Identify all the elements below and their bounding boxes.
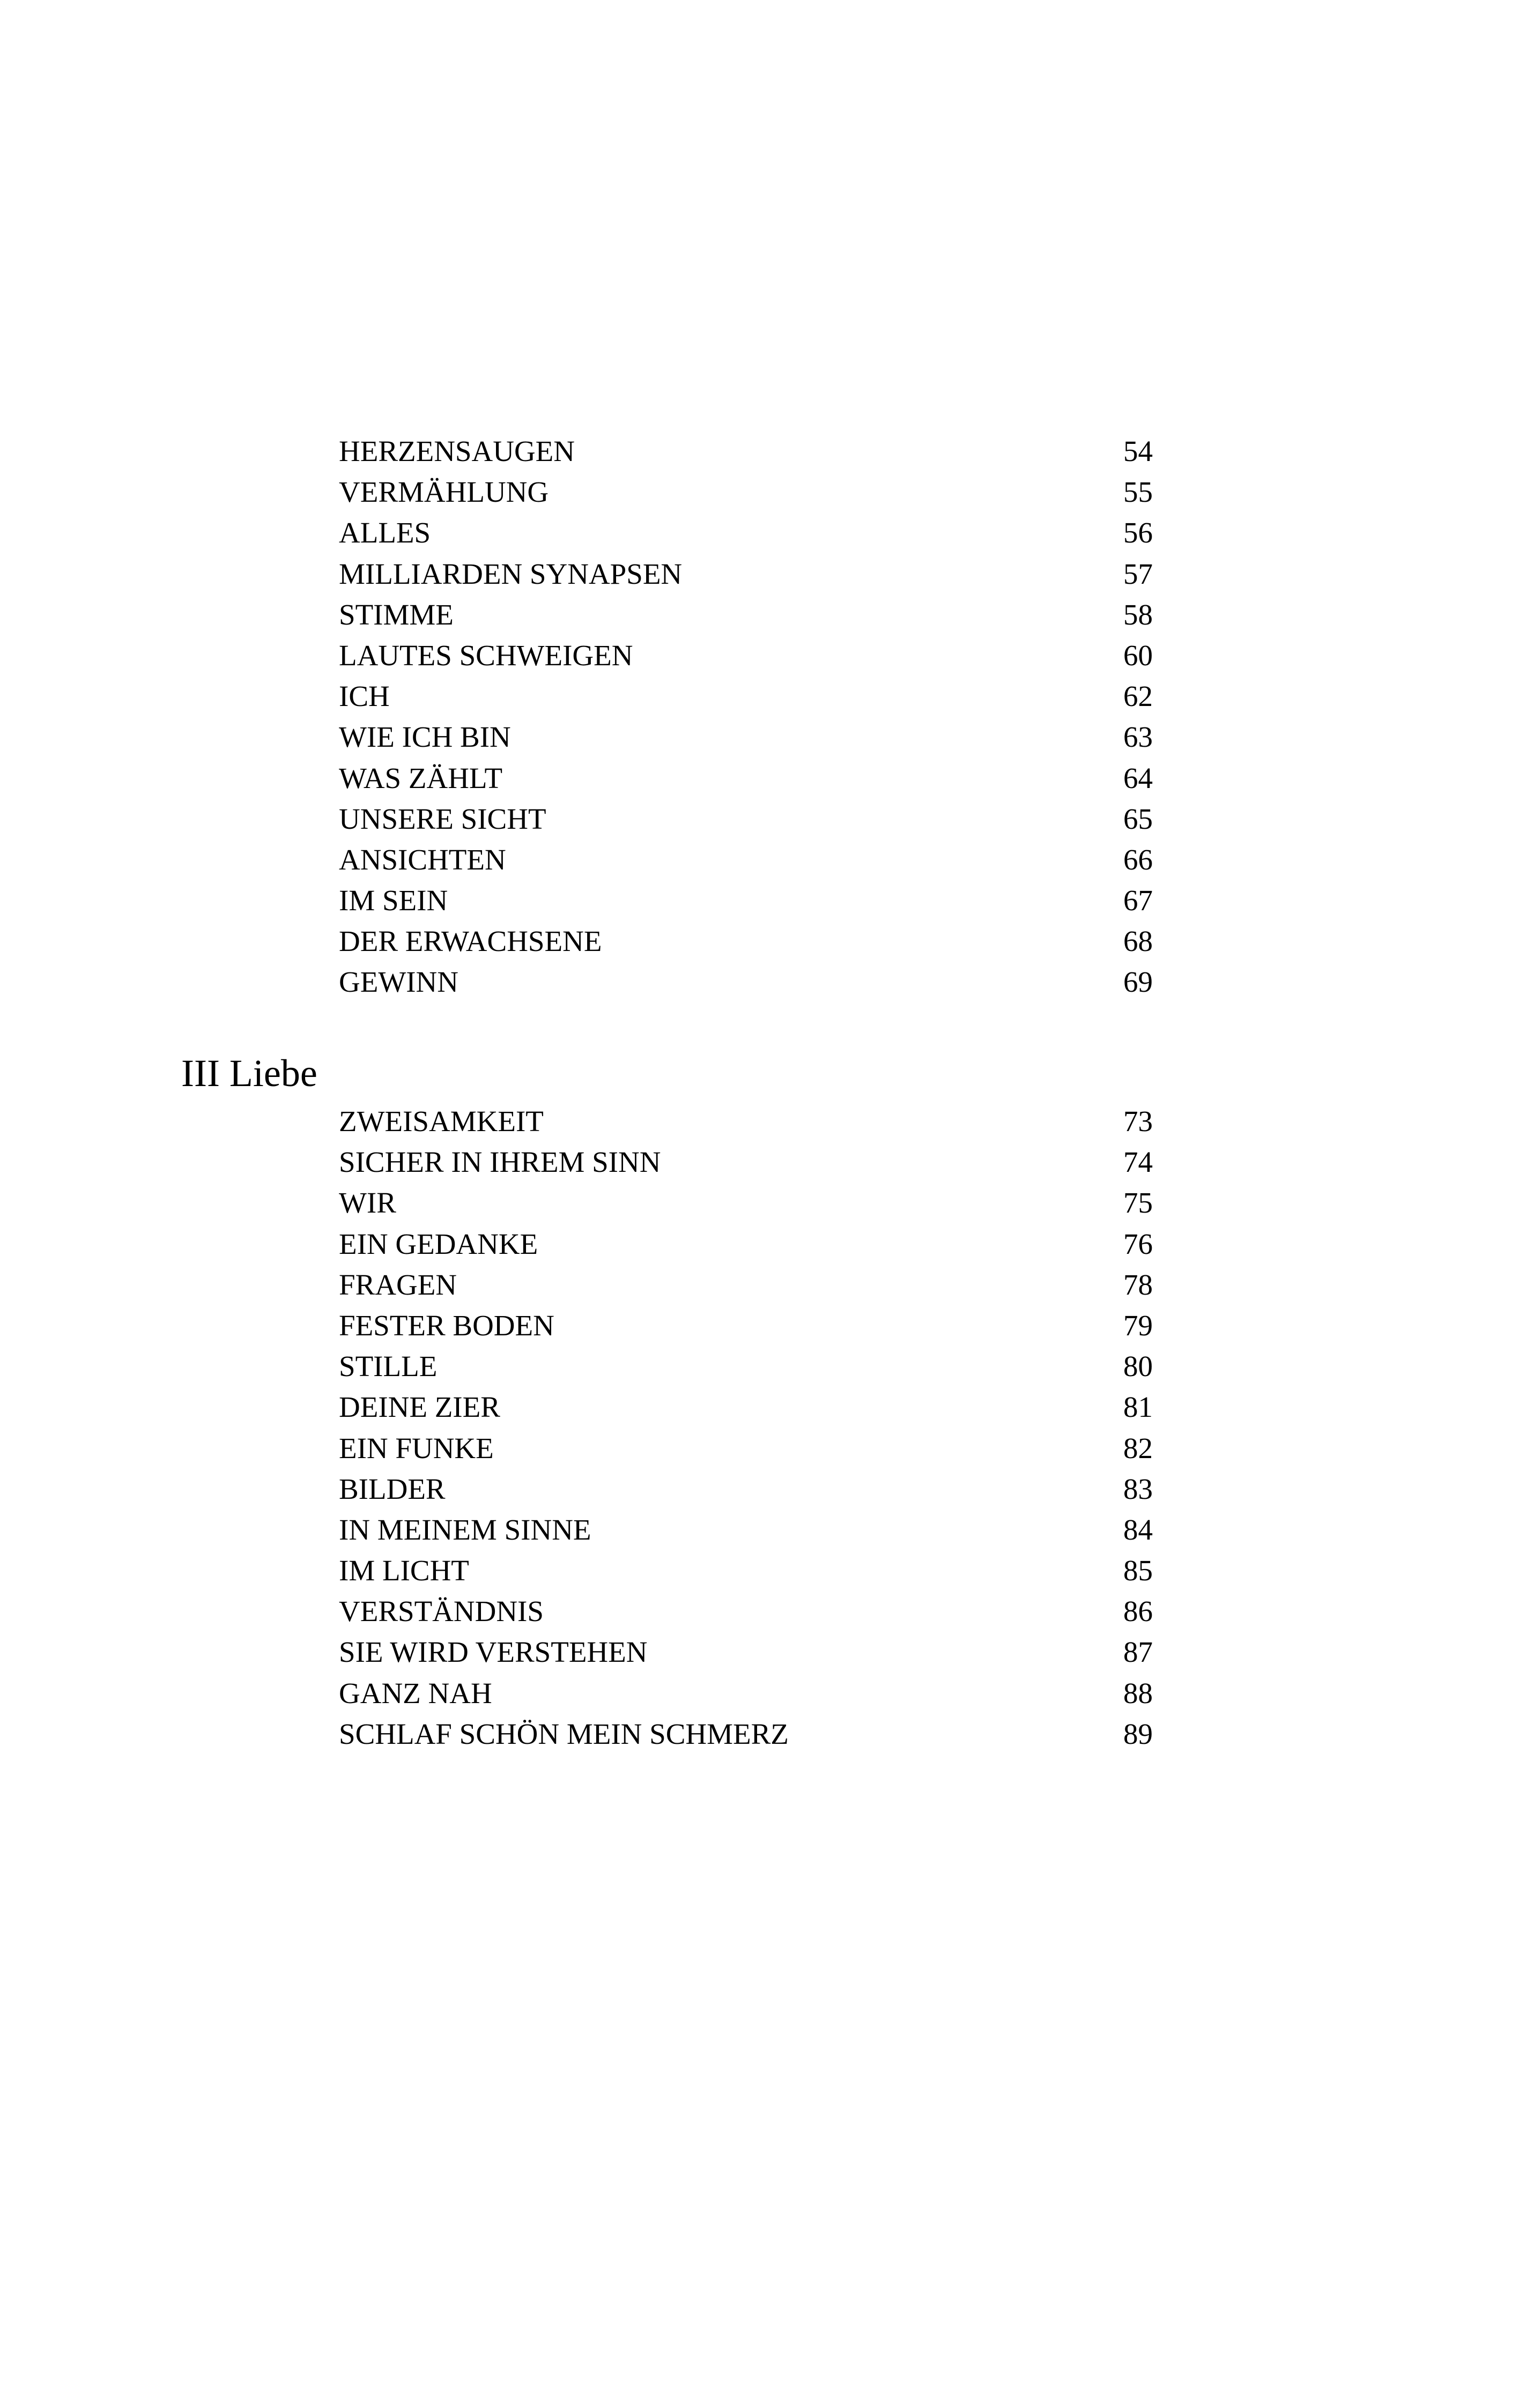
toc-entry-title: VERMÄHLUNG (339, 475, 549, 509)
toc-entry (0, 1350, 1519, 1391)
toc-entry (0, 1473, 1519, 1514)
toc-entry-page: 58 (1123, 598, 1153, 631)
toc-entry-title: HERZENSAUGEN (339, 435, 575, 467)
toc-entry-title: STIMME (339, 598, 454, 631)
toc-entry-title: IM SEIN (339, 884, 448, 917)
toc-entry-title: IM LICHT (339, 1554, 469, 1587)
toc-entry-title: UNSERE SICHT (339, 802, 546, 835)
toc-entry-page: 64 (1123, 761, 1153, 794)
toc-entry-title: SICHER IN IHREM SINN (339, 1146, 661, 1179)
toc-entry-title: WIR (339, 1186, 396, 1220)
toc-entry (0, 476, 1519, 517)
toc-entry-page: 87 (1123, 1636, 1153, 1669)
toc-entry-page: 65 (1123, 802, 1153, 835)
toc-entry (0, 1105, 1519, 1146)
toc-entry (0, 640, 1519, 680)
toc-entry (0, 1228, 1519, 1269)
toc-entry-page: 85 (1123, 1554, 1153, 1587)
toc-entry (0, 1718, 1519, 1759)
toc-entry (0, 1391, 1519, 1432)
toc-entry-page: 55 (1123, 475, 1153, 509)
toc-entry-title: EIN GEDANKE (339, 1227, 538, 1260)
toc-entry-page: 57 (1123, 557, 1153, 590)
toc-entry-title: LAUTES SCHWEIGEN (339, 638, 633, 672)
toc-entry-page: 88 (1123, 1676, 1153, 1710)
toc-entry-page: 60 (1123, 638, 1153, 672)
toc-entry-title: DEINE ZIER (339, 1391, 500, 1424)
toc-entry-page: 75 (1123, 1186, 1153, 1220)
toc-entry-page: 81 (1123, 1391, 1153, 1424)
toc-entry-page: 68 (1123, 925, 1153, 958)
toc-entry-title: VERSTÄNDNIS (339, 1595, 544, 1628)
toc-entry-title: GEWINN (339, 965, 458, 999)
toc-entry (0, 1514, 1519, 1555)
toc-list-liebe (0, 1105, 1519, 1759)
toc-entry-page: 83 (1123, 1472, 1153, 1505)
toc-entry (0, 1269, 1519, 1310)
toc-entry (0, 803, 1519, 844)
toc-entry-title: ALLES (339, 516, 431, 549)
toc-entry (0, 1146, 1519, 1187)
toc-entry-title: FRAGEN (339, 1268, 457, 1301)
toc-entry-title: ICH (339, 680, 390, 713)
toc-entry-title: GANZ NAH (339, 1676, 492, 1710)
toc-entry (0, 599, 1519, 640)
toc-entry-page: 62 (1123, 680, 1153, 713)
toc-entry (0, 762, 1519, 803)
toc-entry-page: 69 (1123, 965, 1153, 999)
toc-entry-title: WAS ZÄHLT (339, 761, 503, 794)
toc-entry (0, 435, 1519, 476)
toc-entry-page: 89 (1123, 1717, 1153, 1750)
toc-entry-page: 66 (1123, 843, 1153, 876)
section-heading: III Liebe (181, 1052, 317, 1095)
toc-entry (0, 558, 1519, 599)
toc-entry-page: 86 (1123, 1595, 1153, 1628)
toc-entry-page: 56 (1123, 516, 1153, 549)
toc-entry (0, 1187, 1519, 1228)
toc-entry-title: ANSICHTEN (339, 843, 506, 876)
toc-entry (0, 885, 1519, 925)
toc-entry-title: STILLE (339, 1350, 438, 1383)
toc-entry (0, 1595, 1519, 1636)
toc-entry-title: BILDER (339, 1472, 446, 1505)
toc-entry (0, 1636, 1519, 1677)
toc-entry-page: 76 (1123, 1227, 1153, 1260)
toc-entry-title: WIE ICH BIN (339, 720, 511, 754)
toc-entry-page: 84 (1123, 1513, 1153, 1546)
toc-entry-title: EIN FUNKE (339, 1431, 494, 1465)
toc-entry-title: IN MEINEM SINNE (339, 1513, 591, 1546)
toc-entry-page: 78 (1123, 1268, 1153, 1301)
toc-entry-page: 73 (1123, 1105, 1153, 1138)
toc-entry (0, 1432, 1519, 1473)
toc-entry (0, 966, 1519, 1007)
toc-entry-title: ZWEISAMKEIT (339, 1105, 544, 1138)
toc-entry-page: 79 (1123, 1309, 1153, 1342)
toc-entry-page: 67 (1123, 884, 1153, 917)
toc-entry-page: 80 (1123, 1350, 1153, 1383)
toc-entry-title: SCHLAF SCHÖN MEIN SCHMERZ (339, 1717, 789, 1750)
toc-entry (0, 1677, 1519, 1718)
toc-entry-title: MILLIARDEN SYNAPSEN (339, 557, 683, 590)
toc-entry-page: 63 (1123, 720, 1153, 754)
toc-entry (0, 925, 1519, 966)
toc-entry (0, 721, 1519, 762)
toc-entry-page: 74 (1123, 1146, 1153, 1179)
toc-list-continued (0, 435, 1519, 1007)
toc-entry (0, 1310, 1519, 1350)
toc-entry-title: SIE WIRD VERSTEHEN (339, 1636, 648, 1669)
toc-entry (0, 517, 1519, 558)
toc-entry (0, 844, 1519, 885)
toc-entry (0, 680, 1519, 721)
toc-entry-title: FESTER BODEN (339, 1309, 554, 1342)
toc-entry-title: DER ERWACHSENE (339, 925, 602, 958)
toc-entry-page: 82 (1123, 1431, 1153, 1465)
toc-entry (0, 1555, 1519, 1595)
toc-entry-page: 54 (1123, 435, 1153, 467)
